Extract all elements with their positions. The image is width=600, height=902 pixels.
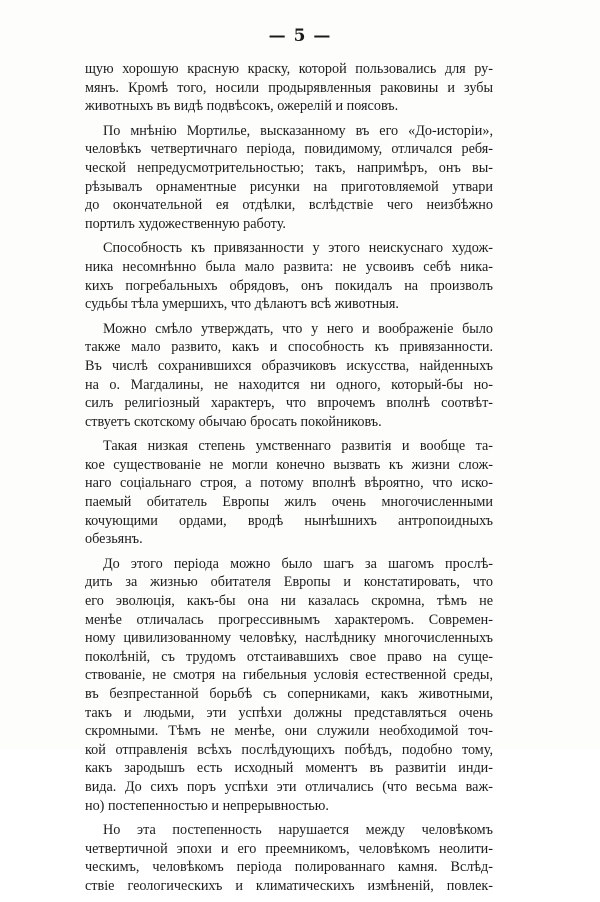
paragraph bbox=[85, 437, 493, 549]
text-line: паемый обитатель Европы жилъ очень многочисленными bbox=[85, 494, 493, 511]
text-line: Можно смѣло утверждать, что у него и воображеніе было bbox=[103, 320, 493, 337]
paragraph bbox=[85, 122, 493, 234]
text-line: Но эта постепенность нарушается между человѣкомъ bbox=[103, 822, 493, 839]
text-line: обезьянъ. bbox=[85, 531, 143, 548]
page-number: — 5 — bbox=[268, 26, 332, 46]
text-line: наго соціальнаго строя, а потому вполнѣ вѣроятно, что иско- bbox=[85, 475, 493, 492]
text-line: также мало развито, какъ и способность къ привязанности. bbox=[85, 339, 493, 356]
text-line: мянъ. Кромѣ того, носили продырявленныя раковины и зубы bbox=[85, 79, 493, 96]
paragraph bbox=[85, 555, 493, 815]
text-line: ному цивилизованному человѣку, наслѣднику многочисленныхъ bbox=[85, 630, 493, 647]
text-line: ника несомнѣнно была мало развита: не усвоивъ себѣ ника- bbox=[85, 258, 493, 275]
text-line: животныхъ въ видѣ подвѣсокъ, ожерелій и поясовъ. bbox=[85, 98, 399, 115]
text-line: ческой непредусмотрительностью; такъ, напримѣръ, онъ вы- bbox=[85, 159, 493, 176]
text-line: портилъ художественную работу. bbox=[85, 215, 286, 232]
text-line: ствованіе, не смотря на гибельныя условія естественной среды, bbox=[85, 667, 493, 684]
paragraph bbox=[85, 320, 493, 432]
body-text bbox=[85, 60, 493, 902]
text-line: кое существованіе не могли конечно вызвать къ жизни слож- bbox=[85, 456, 493, 473]
text-line: ствіе геологическихъ и климатическихъ измѣненій, повлек- bbox=[85, 877, 493, 894]
text-line: Такая низкая степень умственнаго развитія и вообще та- bbox=[103, 438, 493, 455]
text-line: ческимъ, человѣкомъ періода полированнаго камня. Вслѣд- bbox=[85, 859, 493, 876]
text-line: До этого періода можно было шагъ за шагомъ прослѣ- bbox=[103, 555, 493, 572]
text-line: такъ и людьми, эти успѣхи должны представляться очень bbox=[85, 704, 493, 721]
paragraph bbox=[85, 60, 493, 116]
text-line: кочующими ордами, вродѣ нынѣшнихъ антропоидныхъ bbox=[85, 512, 493, 529]
text-line: Въ числѣ сохранившихся образчиковъ искусства, найденныхъ bbox=[85, 357, 493, 374]
text-line: кой отправленія всѣхъ послѣдующихъ побѣдъ, подобно тому, bbox=[85, 741, 493, 758]
text-line: кихъ погребальныхъ обрядовъ, онъ покидалъ на произволъ bbox=[85, 277, 493, 294]
text-line: скромными. Тѣмъ не менѣе, они служили необходимой точ- bbox=[85, 723, 493, 740]
text-line: четвертичной эпохи и его преемникомъ, человѣкомъ неолити- bbox=[85, 840, 493, 857]
text-line: человѣкъ четвертичнаго періода, повидимому, отличался ребя- bbox=[85, 141, 493, 158]
text-line: судьбы тѣла умершихъ, что дѣлаютъ всѣ животныя. bbox=[85, 296, 399, 313]
text-line: какъ зародышъ есть исходный моментъ въ развитіи инди- bbox=[85, 760, 493, 777]
text-line: его эволюція, какъ-бы она ни казалась скромна, тѣмъ не bbox=[85, 593, 493, 610]
text-line: щую хорошую красную краску, которой пользовались для ру- bbox=[85, 61, 493, 77]
text-line: По мнѣнію Мортилье, высказанному въ его «До-исторіи», bbox=[103, 122, 493, 139]
text-line: вида. До сихъ поръ успѣхи эти отличались (что весьма важ- bbox=[85, 778, 493, 795]
text-line: Способность къ привязанности у этого неискуснаго худож- bbox=[103, 240, 493, 257]
text-line: поколѣній, съ трудомъ отстаивавшихъ свое право на суще- bbox=[85, 648, 493, 665]
text-line: ствуетъ скотскому обычаю бросать покойниковъ. bbox=[85, 413, 382, 430]
text-line: въ безпрестанной борьбѣ съ соперниками, какъ животными, bbox=[85, 686, 493, 702]
text-line: на о. Магдалины, не находится ни одного, который-бы но- bbox=[85, 376, 493, 393]
text-line: до окончательной ея отдѣлки, вслѣдствіе чего неизбѣжно bbox=[85, 197, 493, 214]
text-line: силъ религіозный характеръ, что впрочемъ вполнѣ соотвѣт- bbox=[85, 395, 493, 412]
text-line: рѣзывалъ орнаментные рисунки на приготовляемой утвари bbox=[85, 178, 493, 195]
paragraph bbox=[85, 821, 493, 895]
text-line: но) постепенностью и непрерывностью. bbox=[85, 797, 329, 814]
paragraph bbox=[85, 239, 493, 313]
text-line: менѣе отличалась прогрессивнымъ характеромъ. Современ- bbox=[85, 611, 493, 628]
text-line: дить за жизнью обитателя Европы и констатировать, что bbox=[85, 574, 493, 591]
